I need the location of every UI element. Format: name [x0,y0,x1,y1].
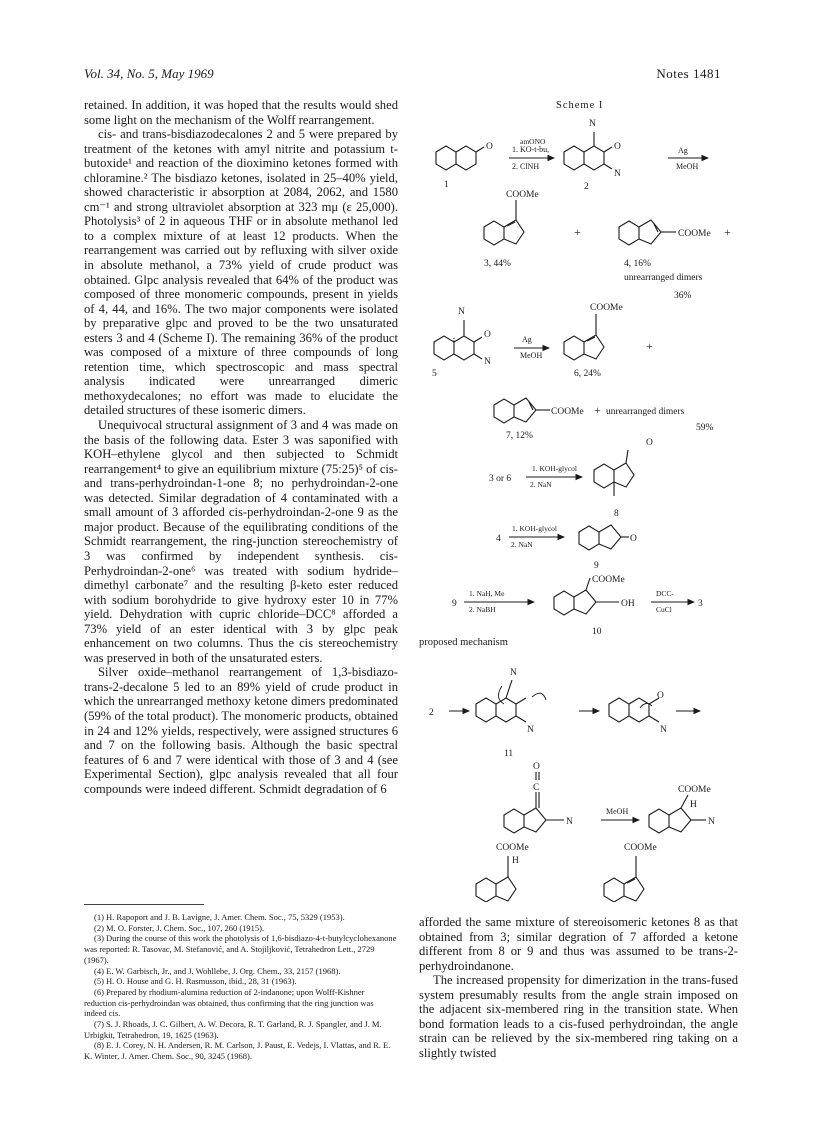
footnote: (8) E. J. Corey, N. H. Andersen, R. M. Carlson, J. Paust, E. Vedejs, I. Vlattas, and R. E. K. Winter, J. Amer. Chem. Soc., 90, 3245 (1968). [84,1040,391,1062]
plus-sign: + [594,403,601,417]
label-o: O [614,142,621,152]
label-coome: COOMe [506,190,539,200]
footnote: (3) During the course of this work the photolysis of 1,6-bisdiazo-4-t-butylcyclohexanone was reported: R. Tasovac, M. Stefanović, and A. Stojiljković, Tetrahedron Lett., 2729 (1967). [84,933,397,965]
label-coome: COOMe [590,303,623,313]
label-n2: N [589,119,596,129]
right-column [419,915,738,1060]
compound-1-label: 1 [444,180,449,190]
label-coome: COOMe [678,785,711,795]
compound-10-label: 10 [592,627,602,637]
label-o: O [657,691,664,701]
reagent-label: amONO [520,137,546,146]
footnotes [84,912,398,1062]
label-n2: N [660,725,667,735]
reactant-label: 3 or 6 [489,474,512,484]
proposed-mechanism-label: proposed mechanism [419,637,508,648]
compound-2-label: 2 [584,182,589,192]
reagent-label: 1. KOH-glycol [532,464,577,473]
reagent-label: 1. KOH-glycol [512,524,557,533]
label-coome: COOMe [624,843,657,853]
paragraph: The increased propensity for dimerization in the trans-fused system presumably results from the angle strain imposed on the adjacent six-membered ring in the transition state. When bond formation leads to a cis-fused perhydroindan, the angle strain can be relieved by the six-membered ring taking on a slightly twisted [419,973,738,1060]
reagent-label: MeOH [676,162,699,171]
label-coome: COOMe [678,229,711,239]
label-coome: COOMe [592,575,625,585]
compound-8-label: 8 [614,509,619,519]
label-coome: COOMe [496,843,529,853]
reagent-label: Ag [678,146,688,155]
label-n2: N [527,725,534,735]
paragraph: Unequivocal structural assignment of 3 and 4 was made on the basis of the following data. Ester 3 was saponified with KOH–ethylene glycol and then subjected to Schmidt rearrangement⁴ to give an equilibrium mixture (75:25)⁵ of cis- and trans-perhydroindan-1-one 8; no perhydroindan-2-one was detected. Similar degradation of 4 contaminated with a small amount of 3 afforded cis-perhydroindan-2-one 9 as the major product. Because of the equilibrating conditions of the Schmidt rearrangement, the ring-junction stereochemistry of 3 was confirmed by independent synthesis. cis-Perhydroindan-2-one⁶ was treated with sodium hydride–dimethyl carbonate⁷ and the resulting β-keto ester reduced with sodium borohydride to give hydroxy ester 10 in 77% yield. Dehydration with cupric chloride–DCC⁸ afforded a 73% yield of an ester identical with 3 by glpc peak enhancement on two columns. Thus the cis stereochemistry was preserved in both of the unsaturated esters. [84,418,398,665]
label-percent: 59% [696,423,714,433]
compound-6-label: 6, 24% [574,369,601,379]
label-n2: N [566,817,573,827]
paragraph: Silver oxide–methanol rearrangement of 1,3-bisdiazo-trans-2-decalone 5 led to an 89% yield of crude product in which the unrearranged methoxy ketone dimers predominated (59% of the total product). The monomeric products, obtained in 24 and 12% yields, respectively, were assigned structures 6 and 7 on the following basis. Although the basic spectral features of 6 and 7 were identical with those of 3 and 4 (see Experimental Section), glpc analysis revealed that all four compounds were indeed different. Schmidt degradation of 6 [84,665,398,796]
reagent-label: 2. NaBH [469,605,496,614]
label-o: O [646,438,653,448]
label-n2: N [614,169,621,179]
paragraph: afforded the same mixture of stereoisomeric ketones 8 as that obtained from 3; similar degration of 7 afforded a ketone different from 8 or 9 and thus was assumed to be trans-2-perhydroindanone. [419,915,738,973]
reagent-label: MeOH [606,807,629,816]
reagent-label: MeOH [520,351,543,360]
label-o: O [630,534,637,544]
compound-4-label: 4, 16% [624,259,651,269]
product-label: 3 [698,599,703,609]
label-percent: 36% [674,291,692,301]
compound-5-label: 5 [432,369,437,379]
footnote: (1) H. Rapoport and J. B. Lavigne, J. Amer. Chem. Soc., 75, 5329 (1953). [94,912,345,922]
reagent-label: 2. NaN [530,480,552,489]
reactant-label: 4 [496,534,501,544]
paragraph: retained. In addition, it was hoped that the results would shed some light on the mechanism of the Wolff rearrangement. [84,98,398,127]
label-o: O [486,142,493,152]
compound-7-label: 7, 12% [506,431,533,441]
footnote: (4) E. W. Garbisch, Jr., and J. Wohllebe, J. Org. Chem., 33, 2157 (1968). [94,965,341,976]
label-n2: N [510,668,517,678]
plus-sign: + [646,339,653,353]
reagent-label: 2. ClNH [512,162,540,171]
footnote-rule [84,904,204,905]
reagent-label: 2. NaN [511,540,533,549]
compound-11-label: 11 [504,749,514,759]
label-dimers: unrearranged dimers [624,273,703,283]
label-n2: N [708,817,715,827]
reagent-label: 1. KO-t-bu, [512,145,550,154]
label-o: O [484,330,491,340]
reagent-label: CuCl [656,605,672,614]
footnote: (5) H. O. House and G. H. Rasmusson, ibid., 28, 31 (1963). [94,976,297,987]
label-n2: N [484,357,491,367]
label-h: H [512,856,519,866]
label-o: O [533,762,540,772]
label-n2: N [458,307,465,317]
running-header-page: Notes 1481 [656,66,721,81]
reagent-label: DCC- [656,589,674,598]
running-header-journal: Vol. 34, No. 5, May 1969 [84,66,214,81]
paragraph: cis- and trans-bisdiazodecalones 2 and 5 were prepared by treatment of the ketones with amyl nitrite and potassium t-butoxide¹ and reaction of the dioximino ketones formed with chloramine.² The bisdiazo ketones, isolated in 25–40% yield, showed characteristic ir absorption at 2084, 2062, and 1580 cm⁻¹ and strong ultraviolet absorption at 323 mμ (ε 25,000). Photolysis³ of 2 in aqueous THF or in absolute methanol led to a complex mixture of at least 12 products. When the rearrangement was carried out by refluxing with silver oxide in absolute methanol, a 73% yield of crude product was obtained. Glpc analysis revealed that 64% of the product was composed of three monomeric compounds, present in yields of 4, 44, and 16%. The two major components were isolated by preparative glpc and proved to be the two unsaturated esters 3 and 4 (Scheme I). The remaining 36% of the product was composed of a mixture of three compounds of long retention time, which spectroscopic and mass spectral analysis indicated were unrearranged dimeric methoxydecalones; no effort was made to elucidate the detailed structures of these isomeric dimers. [84,127,398,418]
plus-sign: + [574,225,581,239]
plus-sign: + [724,225,731,239]
reactant-label: 2 [429,708,434,718]
reagent-label: Ag [522,335,532,344]
label-h: H [690,800,697,810]
reagent-label: 1. NaH, Me [469,589,505,598]
label-dimers: unrearranged dimers [606,407,685,417]
label-oh: OH [621,599,635,609]
compound-3-label: 3, 44% [484,259,511,269]
compound-9-label: 9 [594,561,599,571]
reactant-label: 9 [452,599,457,609]
footnote: (6) Prepared by rhodium-alumina reduction of 2-indanone; upon Wolff-Kishner reduction cis-perhydroindan was obtained, thus confirming that the ring junction was indeed cis. [84,986,374,1019]
label-coome: COOMe [551,407,584,417]
footnote: (7) S. J. Rhoads, J. C. Gilbert, A. W. Decora, R. T. Garland, R. J. Spangler, and J. M. Urbigkit, Tetrahedron, 19, 1625 (1963). [84,1019,382,1040]
reaction-scheme [414,92,744,902]
footnote: (2) M. O. Forster, J. Chem. Soc., 107, 260 (1915). [94,922,265,933]
label-c: C [533,783,540,793]
left-column [84,98,398,796]
scheme-title: Scheme I [556,100,604,111]
